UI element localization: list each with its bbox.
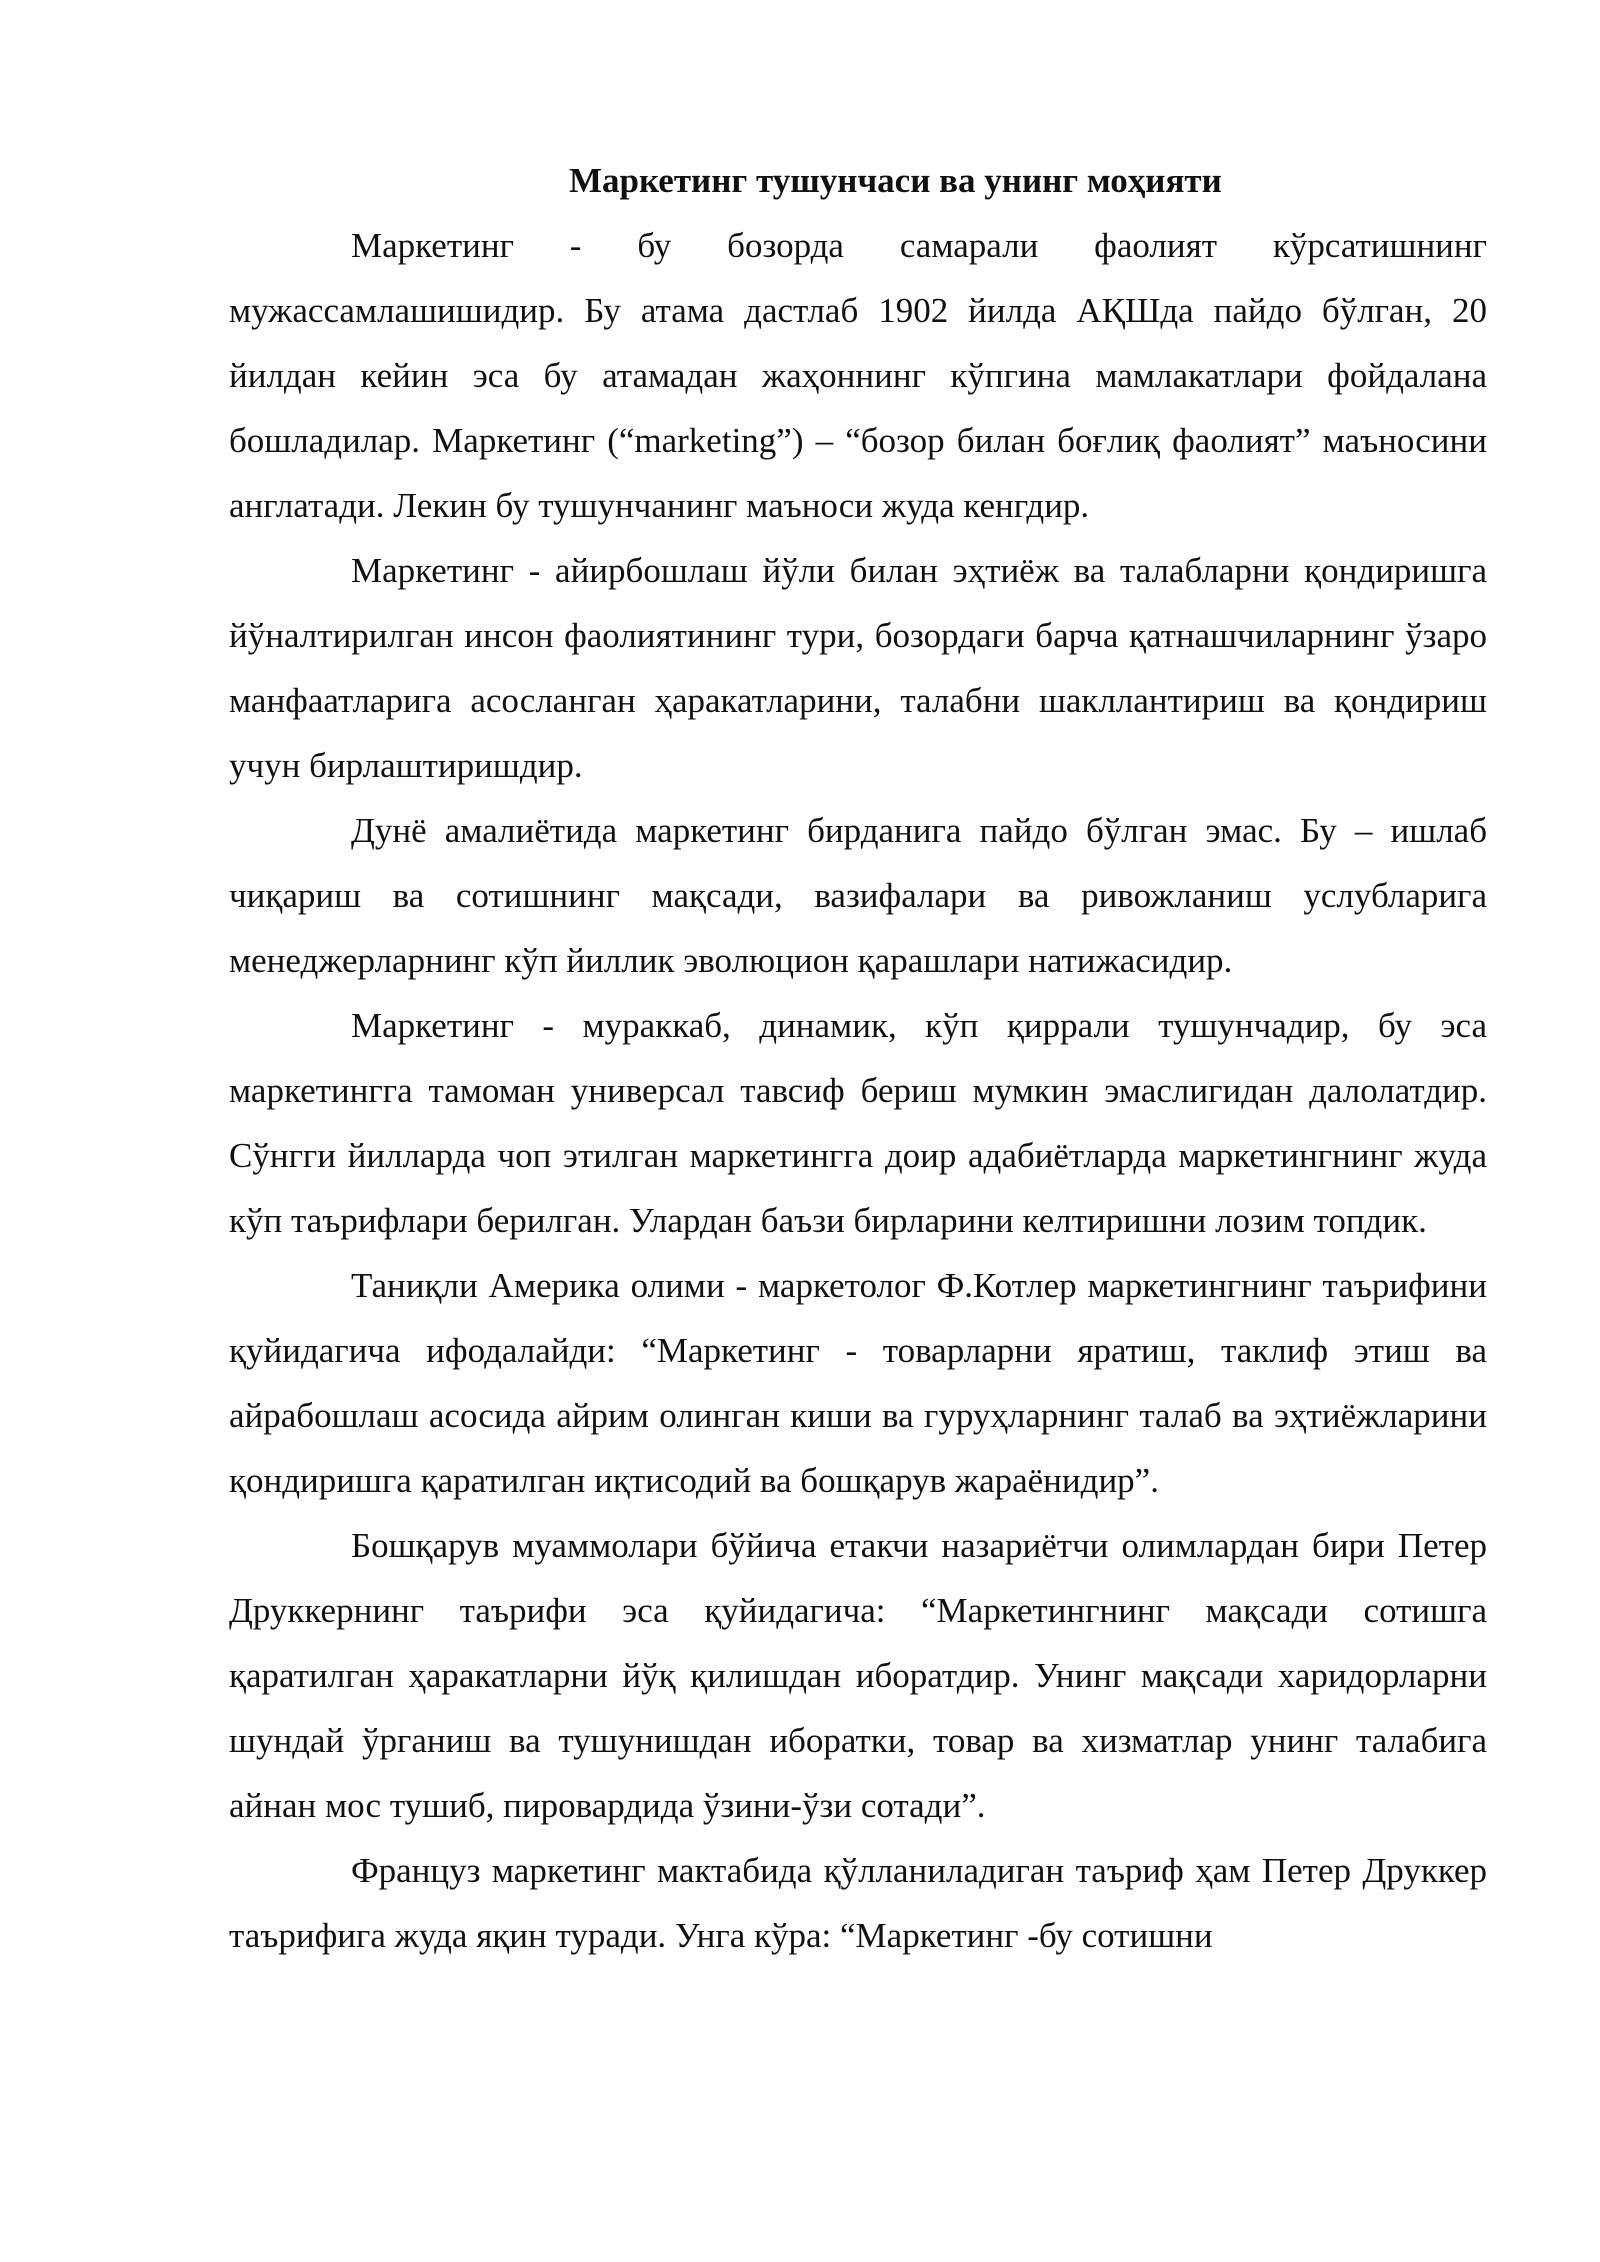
- paragraph-6: Бошқарув муаммолари бўйича етакчи назариётчи олимлардан бири Петер Друккернинг таърифи эса қуйидагича: “Маркетингнинг мақсади сотишга қаратилган ҳаракатларни йўқ қилишдан иборатдир. Унинг мақсади харидорларни шундай ўрганиш ва тушунишдан иборатки, товар ва хизматлар унинг талабига айнан мос тушиб, пировардида ўзини-ўзи сотади”.: [229, 1526, 1487, 1825]
- document-title: Маркетинг тушунчаси ва унинг моҳияти: [569, 161, 1222, 200]
- paragraph-2: Маркетинг - айирбошлаш йўли билан эҳтиёж ва талабларни қондиришга йўналтирилган инсон фаолиятининг тури, бозордаги барча қатнашчиларнинг ўзаро манфаатларига асосланган ҳаракатларини, талабни шакллантириш ва қондириш учун бирлаштиришдир.: [229, 551, 1487, 785]
- paragraph-7: Француз маркетинг мактабида қўлланиладиган таъриф ҳам Петер Друккер таърифига жуда яқин туради. Унга кўра: “Маркетинг -бу сотишни: [229, 1851, 1487, 1955]
- document-body: [229, 148, 1487, 1968]
- paragraph-4: Маркетинг - мураккаб, динамик, кўп қиррали тушунчадир, бу эса маркетингга тамоман универсал тавсиф бериш мумкин эмаслигидан далолатдир. Сўнгги йилларда чоп этилган маркетингга доир адабиётларда маркетингнинг жуда кўп таърифлари берилган. Улардан баъзи бирларини келтиришни лозим топдик.: [229, 1006, 1487, 1240]
- paragraph-3: Дунё амалиётида маркетинг бирданига пайдо бўлган эмас. Бу – ишлаб чиқариш ва сотишнинг мақсади, вазифалари ва ривожланиш услубларига менеджерларнинг кўп йиллик эволюцион қарашлари натижасидир.: [229, 811, 1487, 980]
- paragraph-1: Маркетинг - бу бозорда самарали фаолият кўрсатишнинг мужассамлашишидир. Бу атама дастлаб 1902 йилда АҚШда пайдо бўлган, 20 йилдан кейин эса бу атамадан жаҳоннинг кўпгина мамлакатлари фойдалана бошладилар. Маркетинг (“marketing”) – “бозор билан боғлиқ фаолият” маъносини англатади. Лекин бу тушунчанинг маъноси жуда кенгдир.: [229, 226, 1487, 525]
- paragraph-5: Таниқли Америка олими - маркетолог Ф.Котлер маркетингнинг таърифини қуйидагича ифодалайди: “Маркетинг - товарларни яратиш, таклиф этиш ва айрабошлаш асосида айрим олинган киши ва гуруҳларнинг талаб ва эҳтиёжларини қондиришга қаратилган иқтисодий ва бошқарув жараёнидир”.: [229, 1266, 1487, 1500]
